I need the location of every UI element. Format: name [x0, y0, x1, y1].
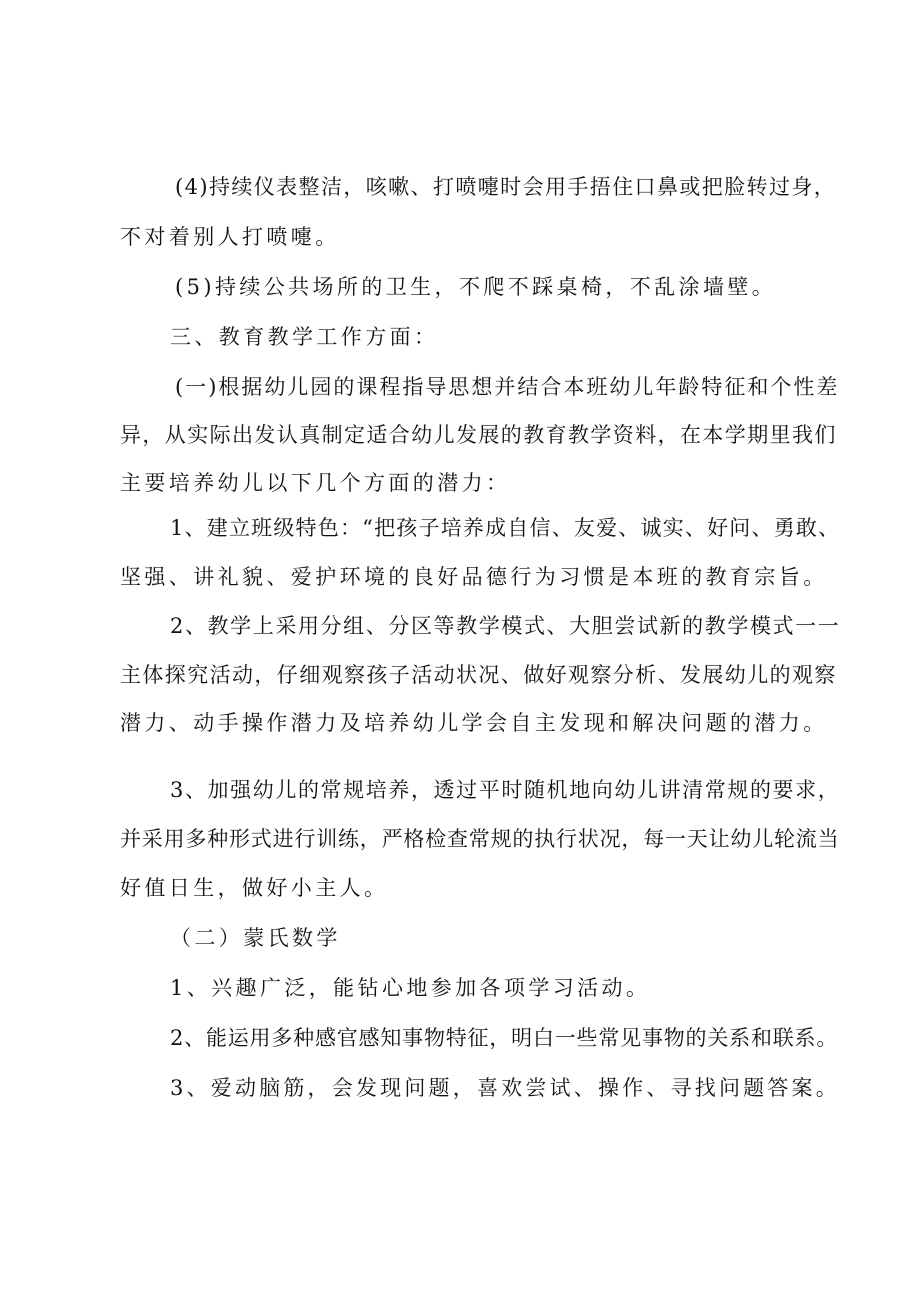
- text-line-sub1-part2: 异，从实际出发认真制定适合幼儿发展的教育教学资料，在本学期里我们: [120, 423, 837, 447]
- text-line-point2-part1: 2、教学上采用分组、分区等教学模式、大胆尝试新的教学模式一一: [170, 614, 841, 638]
- text-line-math-1: 1、兴趣广泛，能钻心地参加各项学习活动。: [170, 976, 651, 1000]
- text-line-point2-part3: 潜力、动手操作潜力及培养幼儿学会自主发现和解决问题的潜力。: [120, 711, 828, 735]
- text-line-item4-part1: (4)持续仪表整洁，咳嗽、打喷嚏时会用手捂住口鼻或把脸转过身，: [175, 175, 837, 199]
- text-line-math-3: 3、爱动脑筋，会发现问题，喜欢尝试、操作、寻找问题答案。: [170, 1076, 840, 1100]
- text-line-point3-part3: 好值日生，做好小主人。: [120, 876, 389, 900]
- text-line-sub1-part3: 主要培养幼儿以下几个方面的潜力：: [120, 471, 511, 495]
- text-line-math-2: 2、能运用多种感官感知事物特征，明白一些常见事物的关系和联系。: [170, 1026, 839, 1050]
- text-line-point3-part2: 并采用多种形式进行训练，严格检查常规的执行状况，每一天让幼儿轮流当: [120, 827, 840, 851]
- text-line-point2-part2: 主体探究活动，仔细观察孩子活动状况、做好观察分析、发展幼儿的观察: [120, 663, 837, 687]
- text-line-point1-part2: 坚强、讲礼貌、爱护环境的良好品德行为习惯是本班的教育宗旨。: [120, 565, 828, 589]
- section-heading-three: 三、教育教学工作方面：: [170, 325, 439, 349]
- section-heading-math: （二）蒙氏数学: [170, 926, 341, 950]
- text-line-point3-part1: 3、加强幼儿的常规培养，透过平时随机地向幼儿讲清常规的要求，: [170, 778, 841, 802]
- text-line-item4-part2: 不对着别人打喷嚏。: [120, 225, 340, 249]
- text-line-point1-part1: 1、建立班级特色：“把孩子培养成自信、友爱、诚实、好问、勇敢、: [170, 516, 841, 540]
- text-line-item5: (5)持续公共场所的卫生，不爬不踩桌椅，不乱涂墙壁。: [175, 275, 777, 299]
- text-line-sub1-part1: (一)根据幼儿园的课程指导思想并结合本班幼儿年龄特征和个性差: [175, 375, 840, 399]
